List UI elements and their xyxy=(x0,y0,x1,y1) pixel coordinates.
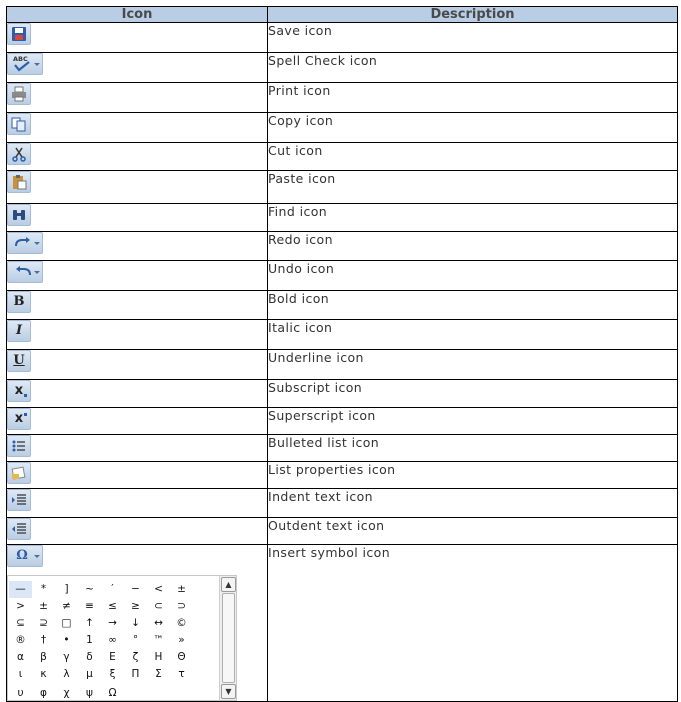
symbol-cell[interactable]: Σ xyxy=(155,668,162,680)
table-row xyxy=(7,53,678,83)
symbol-row xyxy=(9,679,193,699)
table-row xyxy=(7,518,678,545)
symbol-cell xyxy=(170,679,193,696)
row-description: Copy icon xyxy=(268,113,678,143)
symbol-cell[interactable]: Η xyxy=(154,651,163,663)
spell-check-label: ABC xyxy=(13,55,28,63)
table-row xyxy=(7,23,678,53)
symbol-cell[interactable]: μ xyxy=(86,668,93,680)
symbol-cell[interactable]: ι xyxy=(18,668,23,680)
table-row xyxy=(7,204,678,232)
table-row xyxy=(7,143,678,171)
symbol-cell[interactable]: * xyxy=(40,583,47,595)
symbol-cell[interactable]: δ xyxy=(86,651,93,663)
symbol-row xyxy=(9,594,193,611)
row-description: Undo icon xyxy=(268,261,678,291)
symbol-cell[interactable]: χ xyxy=(63,687,70,699)
bold-glyph: B xyxy=(13,294,25,309)
table-row xyxy=(7,435,678,462)
symbol-cell[interactable]: ° xyxy=(132,634,139,646)
symbol-cell[interactable]: ≥ xyxy=(131,600,140,612)
symbol-row xyxy=(9,611,193,628)
symbol-cell[interactable]: ↑ xyxy=(85,617,94,629)
symbol-cell[interactable]: ≠ xyxy=(62,600,71,612)
row-description: Save icon xyxy=(268,23,678,53)
symbol-cell[interactable]: ⊇ xyxy=(39,617,48,629)
spell-check-icon[interactable] xyxy=(7,53,43,75)
symbol-row xyxy=(9,645,193,662)
symbol-cell[interactable]: ] xyxy=(64,583,69,595)
symbol-cell[interactable]: Ω xyxy=(108,687,117,699)
symbol-cell[interactable]: © xyxy=(176,617,187,629)
symbol-cell[interactable]: ~ xyxy=(85,583,94,595)
icon-column-header: Icon xyxy=(7,7,268,23)
symbol-cell[interactable]: ∞ xyxy=(108,634,117,646)
save-icon[interactable] xyxy=(7,23,31,45)
symbol-cell[interactable]: ⊂ xyxy=(154,600,163,612)
header-row xyxy=(7,7,678,23)
symbol-cell[interactable]: Θ xyxy=(177,651,186,663)
symbol-cell[interactable]: − xyxy=(131,583,140,595)
scroll-down-icon[interactable]: ▼ xyxy=(221,684,236,699)
bulleted-list-icon[interactable] xyxy=(7,435,31,457)
symbol-cell[interactable]: — xyxy=(9,581,32,598)
symbol-cell[interactable]: λ xyxy=(63,668,70,680)
undo-icon[interactable] xyxy=(7,261,43,283)
table-row xyxy=(7,261,678,291)
row-description: Bulleted list icon xyxy=(268,435,678,462)
symbol-cell[interactable]: □ xyxy=(61,617,72,629)
symbol-cell[interactable]: ® xyxy=(15,634,26,646)
chevron-down-icon xyxy=(34,242,40,245)
list-properties-icon[interactable] xyxy=(7,462,31,484)
row-description: Italic icon xyxy=(268,320,678,350)
symbol-cell[interactable]: φ xyxy=(40,687,47,699)
symbol-cell[interactable]: ≡ xyxy=(85,600,94,612)
table-row xyxy=(7,320,678,350)
symbol-cell[interactable]: ™ xyxy=(153,634,164,646)
chevron-down-icon xyxy=(34,271,40,274)
redo-icon[interactable] xyxy=(7,232,43,254)
table-row xyxy=(7,171,678,204)
indent-text-icon[interactable] xyxy=(7,489,31,511)
print-icon[interactable] xyxy=(7,83,31,105)
symbol-cell xyxy=(147,679,170,696)
row-description: Spell Check icon xyxy=(268,53,678,83)
symbol-cell[interactable]: † xyxy=(40,634,47,646)
row-description: Paste icon xyxy=(268,171,678,204)
symbol-cell[interactable]: ⊆ xyxy=(16,617,25,629)
description-column-header: Description xyxy=(268,7,678,23)
symbol-row xyxy=(9,577,193,594)
symbol-row xyxy=(9,628,193,645)
row-description: Outdent text icon xyxy=(268,518,678,545)
symbol-cell xyxy=(124,679,147,696)
underline-icon[interactable] xyxy=(7,350,31,372)
symbol-cell[interactable]: υ xyxy=(17,687,24,699)
symbol-cell[interactable]: τ xyxy=(178,668,185,680)
symbol-cell[interactable]: Π xyxy=(131,668,140,680)
symbol-cell[interactable]: ↔ xyxy=(154,617,163,629)
symbol-cell[interactable]: γ xyxy=(63,651,70,663)
subscript-icon[interactable] xyxy=(7,380,31,402)
italic-icon[interactable] xyxy=(7,320,31,342)
icon-table xyxy=(6,6,678,702)
palette-scrollbar[interactable] xyxy=(219,576,236,700)
symbol-cell[interactable]: → xyxy=(108,617,117,629)
paste-icon[interactable] xyxy=(7,171,31,193)
symbol-cell[interactable]: • xyxy=(63,634,70,646)
row-description: Insert symbol icon xyxy=(268,545,678,702)
omega-glyph: Ω xyxy=(16,548,28,563)
symbol-cell[interactable]: > xyxy=(16,600,25,612)
row-description: Subscript icon xyxy=(268,380,678,408)
table-row xyxy=(7,291,678,320)
row-description: Bold icon xyxy=(268,291,678,320)
symbol-cell[interactable]: ′ xyxy=(111,583,114,595)
subscript-glyph: x xyxy=(14,383,24,398)
underline-glyph: U xyxy=(13,353,25,368)
scrollbar-thumb[interactable] xyxy=(222,593,235,683)
row-description: Print icon xyxy=(268,83,678,113)
symbol-cell[interactable]: ≤ xyxy=(108,600,117,612)
symbol-row xyxy=(9,662,193,679)
table-row xyxy=(7,489,678,518)
symbol-cell[interactable]: β xyxy=(40,651,47,663)
chevron-down-icon xyxy=(34,555,40,558)
row-description: Find icon xyxy=(268,204,678,232)
symbol-cell[interactable]: ψ xyxy=(86,687,93,699)
symbol-cell[interactable]: < xyxy=(154,583,163,595)
cut-icon[interactable] xyxy=(7,143,31,165)
row-description: Cut icon xyxy=(268,143,678,171)
symbol-cell[interactable]: κ xyxy=(40,668,47,680)
bold-icon[interactable] xyxy=(7,291,31,313)
symbol-cell[interactable]: 1 xyxy=(86,634,93,646)
table-row xyxy=(7,380,678,408)
table-row xyxy=(7,350,678,380)
table-row xyxy=(7,83,678,113)
row-description: Redo icon xyxy=(268,232,678,261)
symbol-cell[interactable]: ± xyxy=(39,600,48,612)
symbol-cell[interactable]: ± xyxy=(177,583,186,595)
table-row xyxy=(7,113,678,143)
superscript-icon[interactable] xyxy=(7,408,31,430)
find-icon[interactable] xyxy=(7,204,31,226)
symbol-cell[interactable]: ζ xyxy=(132,651,139,663)
symbol-cell[interactable]: Ε xyxy=(109,651,116,663)
row-description: Indent text icon xyxy=(268,489,678,518)
symbol-cell[interactable]: ↓ xyxy=(131,617,140,629)
symbol-palette xyxy=(7,575,237,701)
row-description: Superscript icon xyxy=(268,408,678,435)
insert-symbol-icon[interactable] xyxy=(7,545,43,567)
table-row xyxy=(7,462,678,489)
table-row xyxy=(7,408,678,435)
copy-icon[interactable] xyxy=(7,113,31,135)
chevron-down-icon xyxy=(34,63,40,66)
superscript-glyph: x xyxy=(14,411,24,426)
italic-glyph: I xyxy=(15,323,23,338)
symbol-grid xyxy=(9,577,193,699)
scroll-up-icon[interactable]: ▲ xyxy=(221,577,236,592)
table-row xyxy=(7,545,678,702)
row-description: List properties icon xyxy=(268,462,678,489)
table-row xyxy=(7,232,678,261)
outdent-text-icon[interactable] xyxy=(7,518,31,540)
symbol-cell[interactable]: » xyxy=(178,634,185,646)
symbol-cell[interactable]: ξ xyxy=(109,668,116,680)
row-description: Underline icon xyxy=(268,350,678,380)
symbol-cell[interactable]: ⊃ xyxy=(177,600,186,612)
symbol-cell[interactable]: α xyxy=(17,651,24,663)
